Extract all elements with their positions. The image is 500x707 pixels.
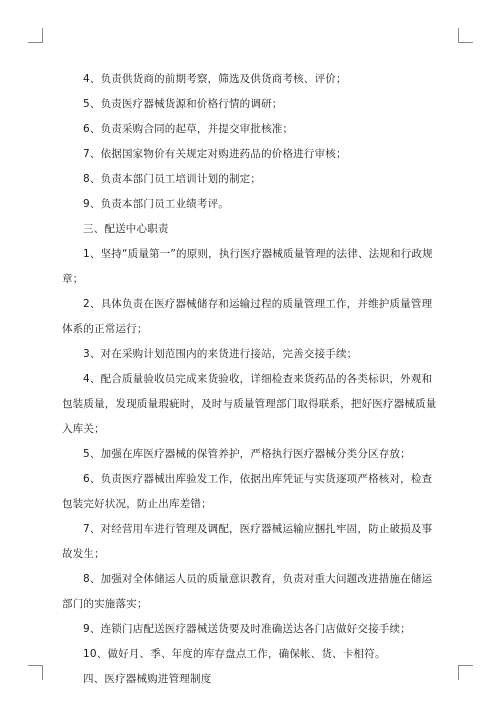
paragraph-item: 2、具体负责在医疗器械储存和运输过程的质量管理工作，并维护质量管理体系的正常运行； <box>62 298 433 335</box>
paragraph-item: 9、连锁门店配送医疗器械送货要及时准确送达各门店做好交接手续； <box>83 623 411 635</box>
paragraph-item: 6、负责采购合同的起草，并提交审批核准； <box>83 123 294 135</box>
paragraph-item: 7、依据国家物价有关规定对购进药品的价格进行审核； <box>83 148 347 160</box>
section-heading: 三、配送中心职责 <box>83 223 169 235</box>
paragraph-item: 6、负责医疗器械出库验发工作，依据出库凭证与实货逐项严格核对，检查包装完好状况，防止出库差错； <box>62 473 433 510</box>
paragraph-item: 7、对经营用车进行管理及调配，医疗器械运输应捆扎牢固，防止破损及事故发生； <box>62 523 433 560</box>
paragraph-item: 10、做好月、季、年度的库存盘点工作，确保帐、货、卡相符。 <box>83 648 386 660</box>
document-body <box>62 67 440 692</box>
paragraph-item: 3、对在采购计划范围内的来货进行接站，完善交接手续； <box>83 348 358 360</box>
crop-mark-bottom-left <box>28 665 43 680</box>
paragraph-item: 5、负责医疗器械货源和价格行情的调研； <box>83 98 283 110</box>
paragraph-item: 1、坚持“质量第一”的原则，执行医疗器械质量管理的法律、法规和行政规章； <box>62 248 433 285</box>
crop-mark-top-left <box>28 28 43 43</box>
section-heading: 四、医疗器械购进管理制度 <box>83 673 212 685</box>
paragraph-item: 8、加强对全体储运人员的质量意识教育，负责对重大问题改进措施在储运部门的实施落实； <box>62 573 433 610</box>
paragraph-item: 8、负责本部门员工培训计划的制定； <box>83 173 262 185</box>
crop-mark-top-right <box>458 28 473 43</box>
paragraph-item: 4、配合质量验收员完成来货验收，详细检查来货药品的各类标识，外观和包装质量，发现质量瑕疵时，及时与质量管理部门取得联系，把好医疗器械质量入库关； <box>62 373 437 435</box>
crop-mark-bottom-right <box>458 665 473 680</box>
paragraph-item: 9、负责本部门员工业绩考评。 <box>83 198 229 210</box>
paragraph-item: 4、负责供货商的前期考察，筛选及供货商考核、评价； <box>83 73 347 85</box>
paragraph-item: 5、加强在库医疗器械的保管养护，严格执行医疗器械分类分区存放； <box>83 448 411 460</box>
